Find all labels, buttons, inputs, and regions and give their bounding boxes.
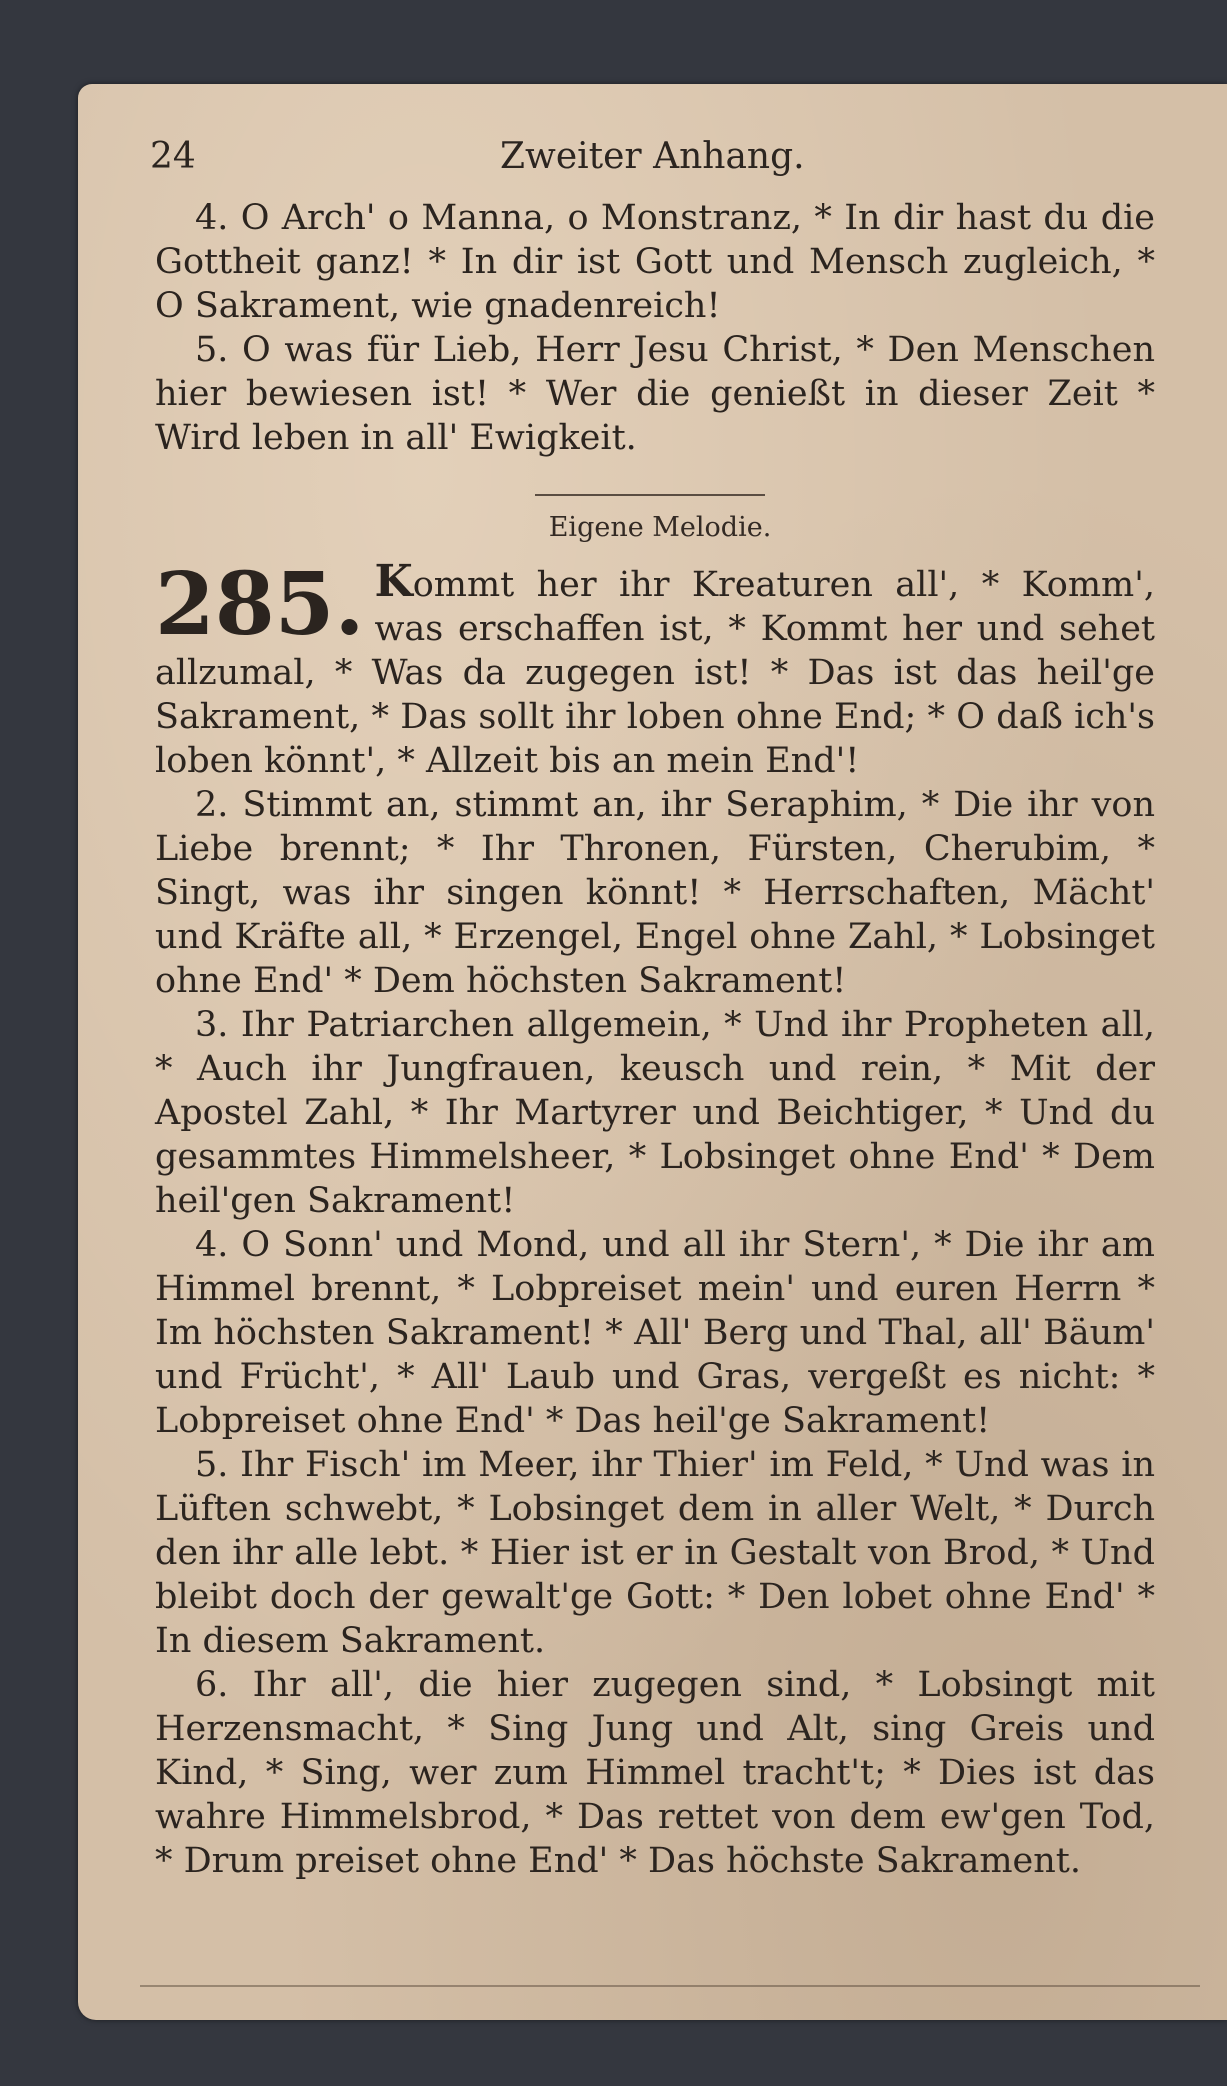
hymn-number: 285. xyxy=(155,554,365,655)
drop-cap: K xyxy=(374,556,413,607)
hymn-285-verse-2: 2. Stimmt an, stimmt an, ihr Seraphim, * Die ihr von Liebe brennt; * Ihr Thronen, Fürsten, Cherubim, * Singt, was ihr singen könnt! * Herrschaften, Mächt' und Kräfte all, * Erzengel, Engel ohne Zahl, * Lobsinget ohne End' * Dem höchsten Sakrament! xyxy=(155,785,1155,1001)
hymn-284-verse-5: 5. O was für Lieb, Herr Jesu Christ, * Den Menschen hier bewiesen ist! * Wer die genießt in dieser Zeit * Wird leben in all' Ewigkeit. xyxy=(155,330,1155,458)
melody-note: Eigene Melodie. xyxy=(548,512,772,543)
hymn-285-verse-4: 4. O Sonn' und Mond, und all ihr Stern', * Die ihr am Himmel brennt, * Lobpreiset mein' und euren Herrn * Im höchsten Sakrament! * All' Berg und Thal, all' Bäum' und Frücht', * All' Laub und Gras, vergeßt es nicht: * Lobpreiset ohne End' * Das heil'ge Sakrament! xyxy=(155,1225,1155,1441)
page-number: 24 xyxy=(150,136,196,177)
page-header xyxy=(150,132,818,182)
hymn-285-verse-6: 6. Ihr all', die hier zugegen sind, * Lobsingt mit Herzensmacht, * Sing Jung und Alt, sing Greis und Kind, * Sing, wer zum Himmel tracht't; * Dies ist das wahre Himmelsbrod, * Das rettet von dem ew'gen Tod, * Drum preiset ohne End' * Das höchste Sakrament. xyxy=(155,1665,1155,1881)
section-divider xyxy=(535,494,765,496)
running-title: Zweiter Anhang. xyxy=(500,136,805,177)
hymn-285 xyxy=(155,554,1155,1883)
page-bottom-rule xyxy=(140,1985,1200,1987)
hymn-285-verse-1-text: ommt her ihr Kreaturen all', * Komm', was erschaffen ist, * Kommt her und sehet allzumal, * Was da zugegen ist! * Das ist das heil'ge Sakrament, * Das sollt ihr loben ohne End; * O daß ich's loben könnt', * Allzeit bis an mein End'! xyxy=(155,565,1155,781)
hymn-285-verse-3: 3. Ihr Patriarchen allgemein, * Und ihr Propheten all, * Auch ihr Jungfrauen, keusch und rein, * Mit der Apostel Zahl, * Ihr Martyrer und Beichtiger, * Und du gesammtes Himmelsheer, * Lobsinget ohne End' * Dem heil'gen Sakrament! xyxy=(155,1005,1155,1221)
hymn-284-continuation xyxy=(155,196,1155,460)
hymn-285-verse-1 xyxy=(155,554,1155,783)
hymn-285-verse-5: 5. Ihr Fisch' im Meer, ihr Thier' im Feld, * Und was in Lüften schwebt, * Lobsinget dem in aller Welt, * Durch den ihr alle lebt. * Hier ist er in Gestalt von Brod, * Und bleibt doch der gewalt'ge Gott: * Den lobet ohne End' * In diesem Sakrament. xyxy=(155,1445,1155,1661)
hymn-284-verse-4: 4. O Arch' o Manna, o Monstranz, * In dir hast du die Gottheit ganz! * In dir ist Gott und Mensch zugleich, * O Sakrament, wie gnadenreich! xyxy=(155,198,1155,326)
